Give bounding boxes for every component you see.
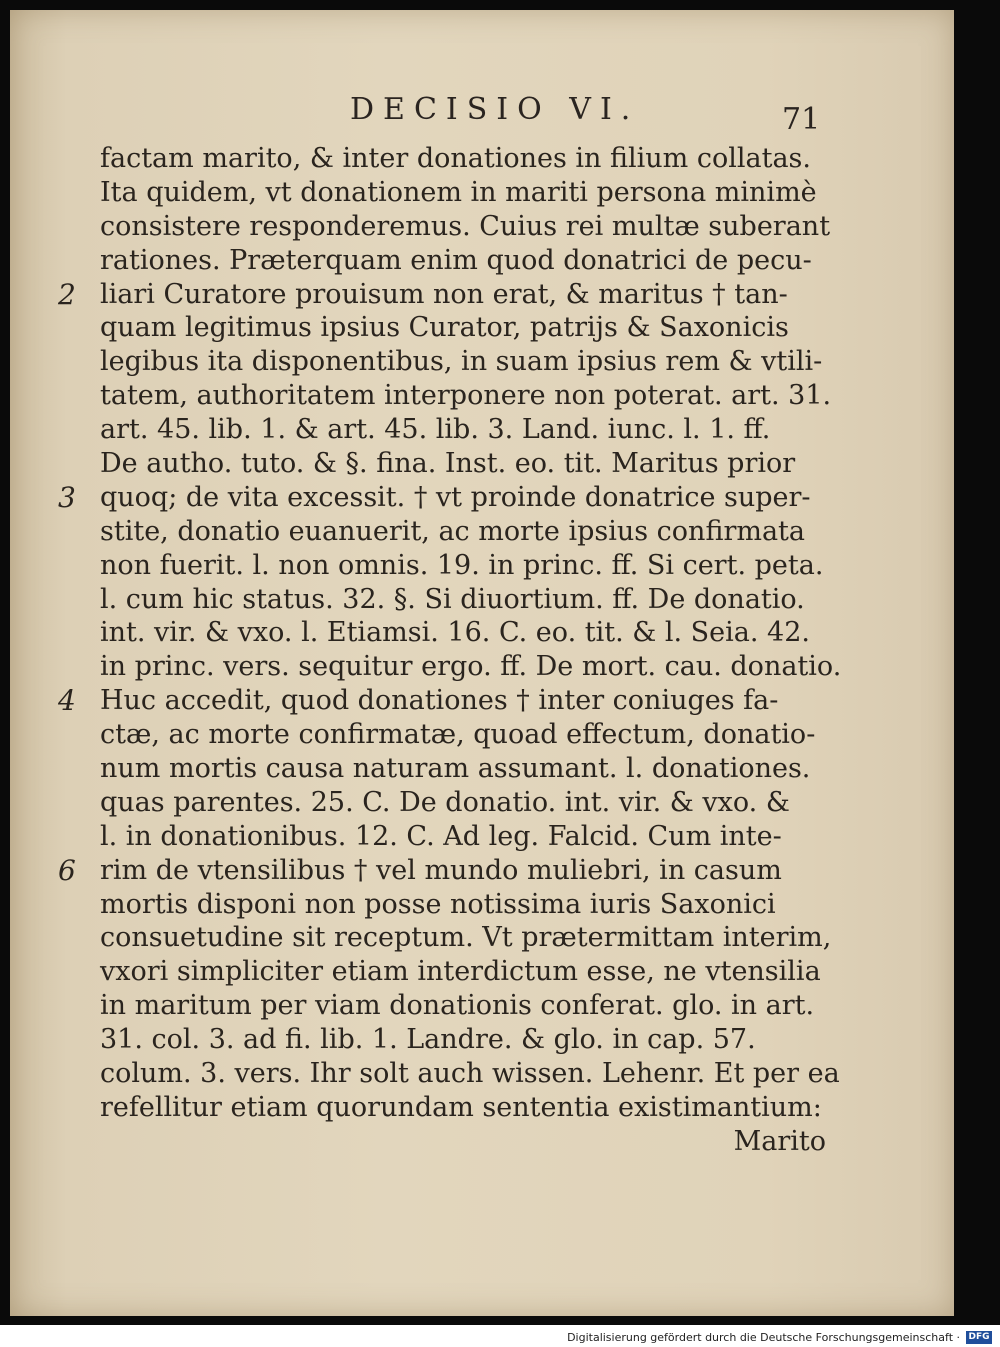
text-line: non fuerit. l. non omnis. 19. in princ. ff. Si cert. peta. (100, 549, 824, 581)
text-line: legibus ita disponentibus, in suam ipsius rem & vtili- (100, 346, 823, 378)
marginal-number: 2 (58, 277, 76, 311)
text-line: Ita quidem, vt donationem in mariti persona minimè (100, 176, 817, 208)
text-line: factam marito, & inter donationes in filium collatas. (100, 143, 811, 174)
running-head: DECISIO VI. (350, 92, 640, 127)
text-line: in maritum per viam donationis conferat. glo. in art. (100, 990, 815, 1022)
page-number: 71 (782, 102, 821, 137)
text-line: in princ. vers. sequitur ergo. ff. De mort. cau. donatio. (100, 651, 842, 683)
marginal-number: 4 (58, 684, 76, 718)
text-line: vxori simpliciter etiam interdictum esse, ne vtensilia (100, 956, 821, 988)
text-line: quas parentes. 25. C. De donatio. int. vir. & vxo. & (100, 786, 790, 818)
text-line: liari Curatore prouisum non erat, & maritus † tan- (100, 278, 788, 310)
dfg-logo-icon: DFG (966, 1331, 992, 1344)
text-line: Huc accedit, quod donationes † inter coniuges fa- (100, 685, 779, 717)
book-page (10, 10, 954, 1316)
text-line: refellitur etiam quorundam sententia existimantium: (100, 1091, 822, 1123)
text-line: mortis disponi non posse notissima iuris Saxonici (100, 888, 776, 920)
text-line: l. in donationibus. 12. C. Ad leg. Falcid. Cum inte- (100, 820, 782, 852)
text-line: colum. 3. vers. Ihr solt auch wissen. Lehenr. Et per ea (100, 1058, 840, 1090)
text-line: num mortis causa naturam assumant. l. donationes. (100, 753, 811, 785)
text-line: int. vir. & vxo. l. Etiamsi. 16. C. eo. tit. & l. Seia. 42. (100, 617, 810, 649)
text-line: De autho. tuto. & §. fina. Inst. eo. tit. Maritus prior (100, 448, 796, 480)
footer-credit: Digitalisierung gefördert durch die Deutsche Forschungsgemeinschaft · (567, 1331, 960, 1344)
text-line: rationes. Præterquam enim quod donatrici de pecu- (100, 244, 812, 276)
text-line: consistere responderemus. Cuius rei multæ suberant (100, 210, 831, 242)
body-text (100, 142, 842, 1159)
text-line: quoq; de vita excessit. † vt proinde donatrice super- (100, 481, 811, 513)
text-line: stite, donatio euanuerit, ac morte ipsius confirmata (100, 515, 806, 547)
text-line: rim de vtensilibus † vel mundo muliebri, in casum (100, 854, 782, 886)
text-line: quam legitimus ipsius Curator, patrijs & Saxonicis (100, 312, 789, 344)
text-line: 31. col. 3. ad fi. lib. 1. Landre. & glo. in cap. 57. (100, 1024, 756, 1056)
text-line: l. cum hic status. 32. §. Si diuortium. ff. De donatio. (100, 583, 805, 615)
text-line: consuetudine sit receptum. Vt prætermittam interim, (100, 922, 832, 954)
marginal-number: 6 (58, 853, 76, 887)
text-line: ctæ, ac morte confirmatæ, quoad effectum, donatio- (100, 719, 816, 751)
text-line: art. 45. lib. 1. & art. 45. lib. 3. Land. iunc. l. 1. ff. (100, 414, 771, 446)
catchword: Marito (733, 1125, 826, 1157)
text-line: tatem, authoritatem interponere non poterat. art. 31. (100, 380, 832, 412)
marginal-number: 3 (58, 481, 76, 514)
